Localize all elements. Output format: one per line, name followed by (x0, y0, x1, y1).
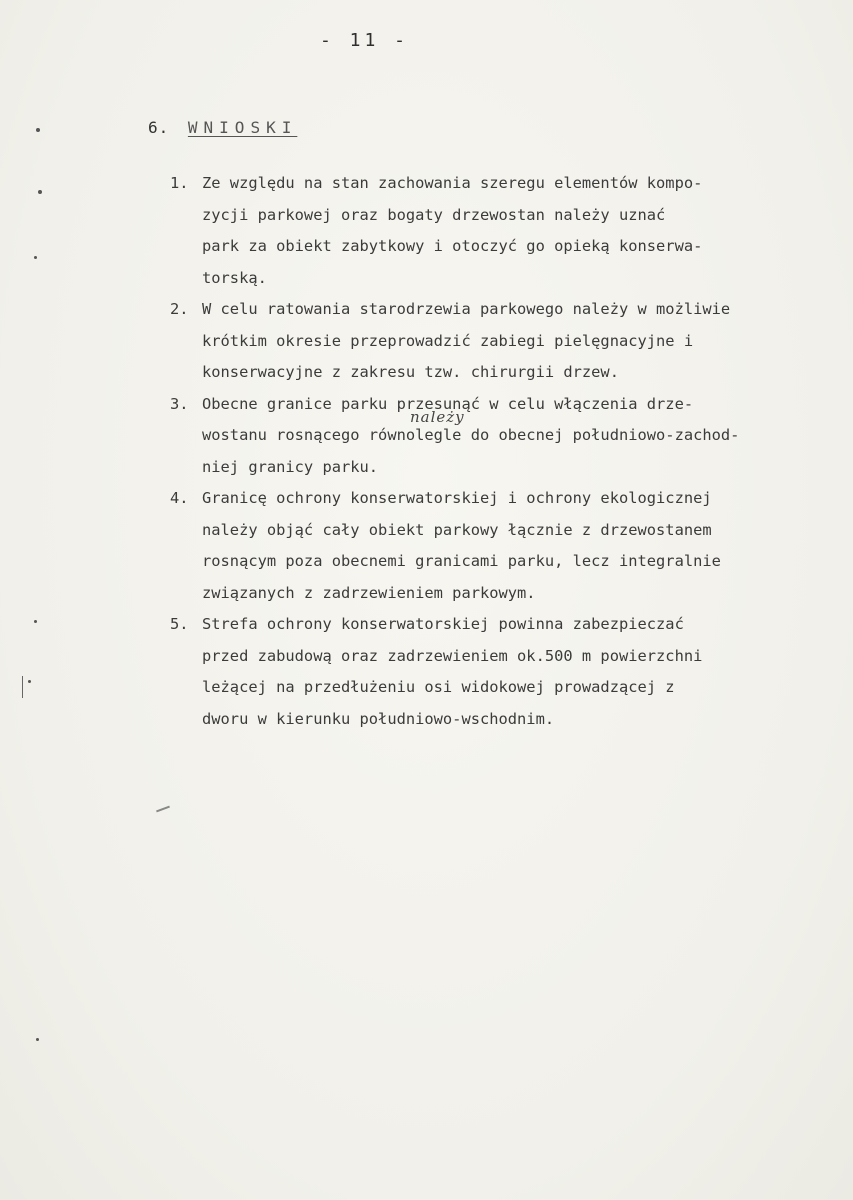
section-heading (148, 118, 297, 137)
item-line: konserwacyjne z zakresu tzw. chirurgii drzew. (202, 363, 619, 381)
page-number: - 11 - (320, 30, 410, 51)
item-line: dworu w kierunku południowo-wschodnim. (202, 709, 555, 728)
margin-dot (34, 256, 37, 259)
item-line: Obecne granice parku przesunąć w celu włączenia drze- (202, 394, 694, 413)
section-title: WNIOSKI (187, 118, 298, 137)
margin-dot (36, 128, 40, 132)
item-line: wostanu rosnącego równolegle do obecnej południowo-zachod- (202, 426, 740, 444)
list-item (170, 294, 830, 389)
item-line: leżącej na przedłużeniu osi widokowej prowadzącej z (202, 678, 675, 696)
item-number: 3. (170, 394, 189, 413)
item-line: rosnącym poza obecnemi granicami parku, lecz integralnie (202, 552, 721, 570)
item-line: należy objąć cały obiekt parkowy łącznie z drzewostanem (202, 520, 712, 539)
section-number: 6. (148, 118, 170, 137)
item-line: park za obiekt zabytkowy i otoczyć go opieką konserwa- (202, 237, 703, 255)
list-item (170, 483, 830, 609)
item-line: niej granicy parku. (202, 457, 379, 476)
list-item (170, 609, 830, 735)
margin-tick (156, 806, 170, 813)
list-item (170, 389, 830, 484)
item-line: Strefa ochrony konserwatorskiej powinna zabezpieczać (202, 615, 684, 633)
item-line: krótkim okresie przeprowadzić zabiegi pielęgnacyjne i (202, 331, 694, 350)
item-line: Granicę ochrony konserwatorskiej i ochrony ekologicznej (202, 489, 712, 507)
margin-dot (34, 620, 37, 623)
item-number: 2. (170, 300, 189, 318)
item-line: zycji parkowej oraz bogaty drzewostan należy uznać (202, 205, 666, 224)
margin-dot (38, 190, 42, 194)
item-number: 4. (170, 489, 189, 507)
item-line: W celu ratowania starodrzewia parkowego należy w możliwie (202, 300, 731, 318)
handwritten-note: należy (410, 408, 465, 426)
item-number: 5. (170, 615, 189, 633)
item-line: związanych z zadrzewieniem parkowym. (202, 583, 536, 602)
margin-dot (36, 1038, 39, 1041)
item-line: przed zabudową oraz zadrzewieniem ok.500 m powierzchni (202, 646, 703, 665)
margin-line (22, 676, 23, 698)
item-line: torską. (202, 268, 267, 287)
list-item (170, 168, 830, 294)
item-number: 1. (170, 174, 189, 192)
margin-dot (28, 680, 31, 683)
conclusions-list (170, 168, 830, 735)
item-line: Ze względu na stan zachowania szeregu elementów kompo- (202, 174, 703, 192)
